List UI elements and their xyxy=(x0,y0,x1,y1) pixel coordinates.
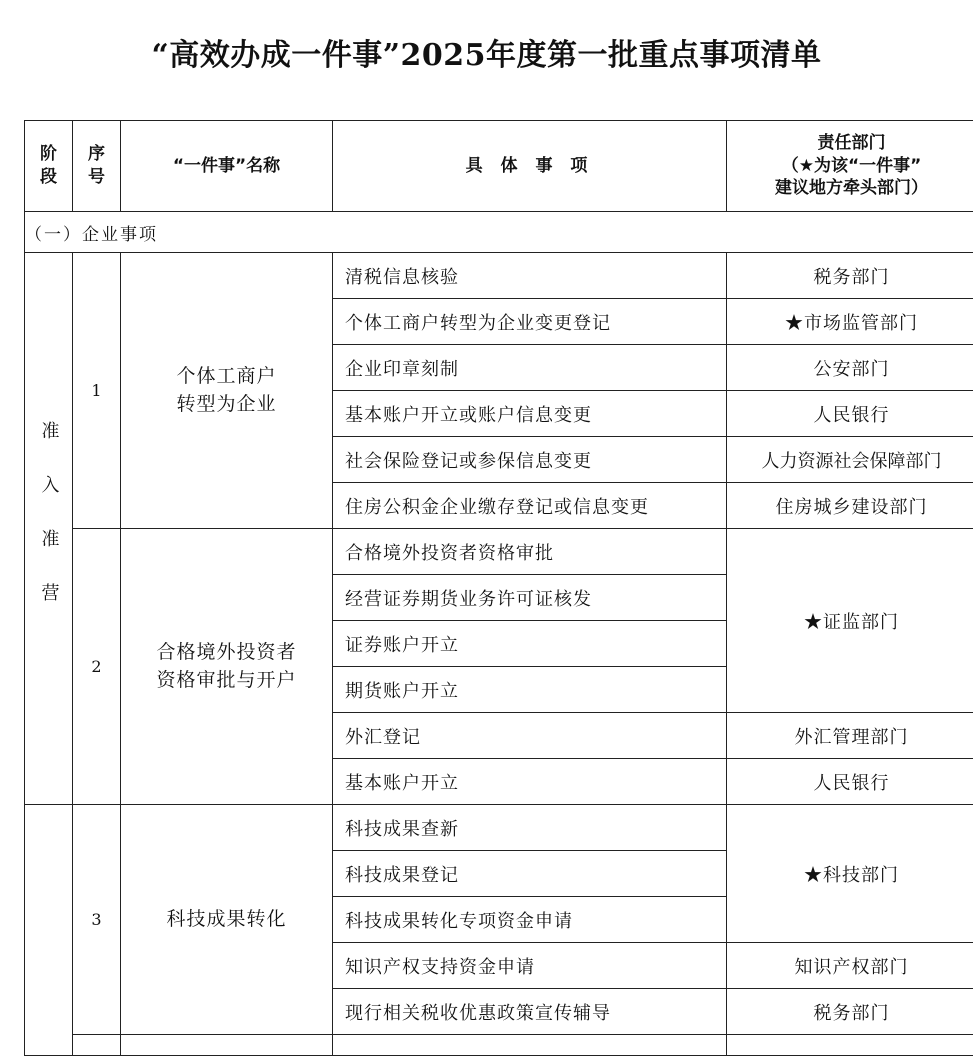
dept-cell: 外汇管理部门 xyxy=(727,713,973,759)
item-cell: 科技成果转化专项资金申请 xyxy=(333,897,727,943)
dept-cell: 税务部门 xyxy=(727,989,973,1035)
table-row-cut-off xyxy=(25,1035,973,1056)
item-cell: 社会保险登记或参保信息变更 xyxy=(333,437,727,483)
item-cell: 科技成果查新 xyxy=(333,805,727,851)
matter-name: 科技成果转化 xyxy=(121,805,333,1035)
item-cell: 基本账户开立或账户信息变更 xyxy=(333,391,727,437)
section-title: （一）企业事项 xyxy=(25,212,973,253)
dept-cell-merged: ★科技部门 xyxy=(727,805,973,943)
matter-name-line1: 个体工商户 xyxy=(121,363,332,391)
dept-cell: 人民银行 xyxy=(727,391,973,437)
item-cell: 经营证券期货业务许可证核发 xyxy=(333,575,727,621)
section-row xyxy=(25,212,973,253)
item-cell: 企业印章刻制 xyxy=(333,345,727,391)
header-items: 具 体 事 项 xyxy=(333,121,727,212)
item-cell: 合格境外投资者资格审批 xyxy=(333,529,727,575)
item-cell: 住房公积金企业缴存登记或信息变更 xyxy=(333,483,727,529)
dept-cell: ★市场监管部门 xyxy=(727,299,973,345)
item-cell: 现行相关税收优惠政策宣传辅导 xyxy=(333,989,727,1035)
table-row xyxy=(25,529,973,575)
dept-cell-merged: ★证监部门 xyxy=(727,529,973,713)
matter-name-line2: 转型为企业 xyxy=(121,391,332,419)
item-cell: 外汇登记 xyxy=(333,713,727,759)
table-row xyxy=(25,805,973,851)
matter-name-line1: 合格境外投资者 xyxy=(121,639,332,667)
page-title: “高效办成一件事”2025年度第一批重点事项清单 xyxy=(0,30,973,74)
header-dept xyxy=(727,121,973,212)
item-cell: 基本账户开立 xyxy=(333,759,727,805)
dept-cell: 知识产权部门 xyxy=(727,943,973,989)
stage-cell-continued xyxy=(25,805,73,1056)
item-cell: 知识产权支持资金申请 xyxy=(333,943,727,989)
key-items-table xyxy=(24,120,973,1056)
matter-name xyxy=(121,529,333,805)
item-cell: 个体工商户转型为企业变更登记 xyxy=(333,299,727,345)
matter-name-line2: 资格审批与开户 xyxy=(121,667,332,695)
header-dept-line1: 责任部门 xyxy=(727,132,973,155)
header-stage: 阶段 xyxy=(25,121,73,212)
header-name: “一件事”名称 xyxy=(121,121,333,212)
table-row xyxy=(25,253,973,299)
dept-cell: 人力资源社会保障部门 xyxy=(727,437,973,483)
item-cell: 科技成果登记 xyxy=(333,851,727,897)
seq-cell: 2 xyxy=(73,529,121,805)
matter-name xyxy=(121,253,333,529)
table-header-row xyxy=(25,121,973,212)
seq-cell: 3 xyxy=(73,805,121,1035)
dept-cell: 人民银行 xyxy=(727,759,973,805)
header-dept-line3: 建议地方牵头部门） xyxy=(727,177,973,200)
header-dept-line2: （★为该“一件事” xyxy=(727,155,973,178)
dept-cell: 公安部门 xyxy=(727,345,973,391)
dept-cell: 税务部门 xyxy=(727,253,973,299)
item-cell: 证券账户开立 xyxy=(333,621,727,667)
stage-label: 准入准营 xyxy=(25,253,73,805)
seq-cell: 1 xyxy=(73,253,121,529)
dept-cell: 住房城乡建设部门 xyxy=(727,483,973,529)
item-cell: 清税信息核验 xyxy=(333,253,727,299)
item-cell: 期货账户开立 xyxy=(333,667,727,713)
header-seq: 序号 xyxy=(73,121,121,212)
